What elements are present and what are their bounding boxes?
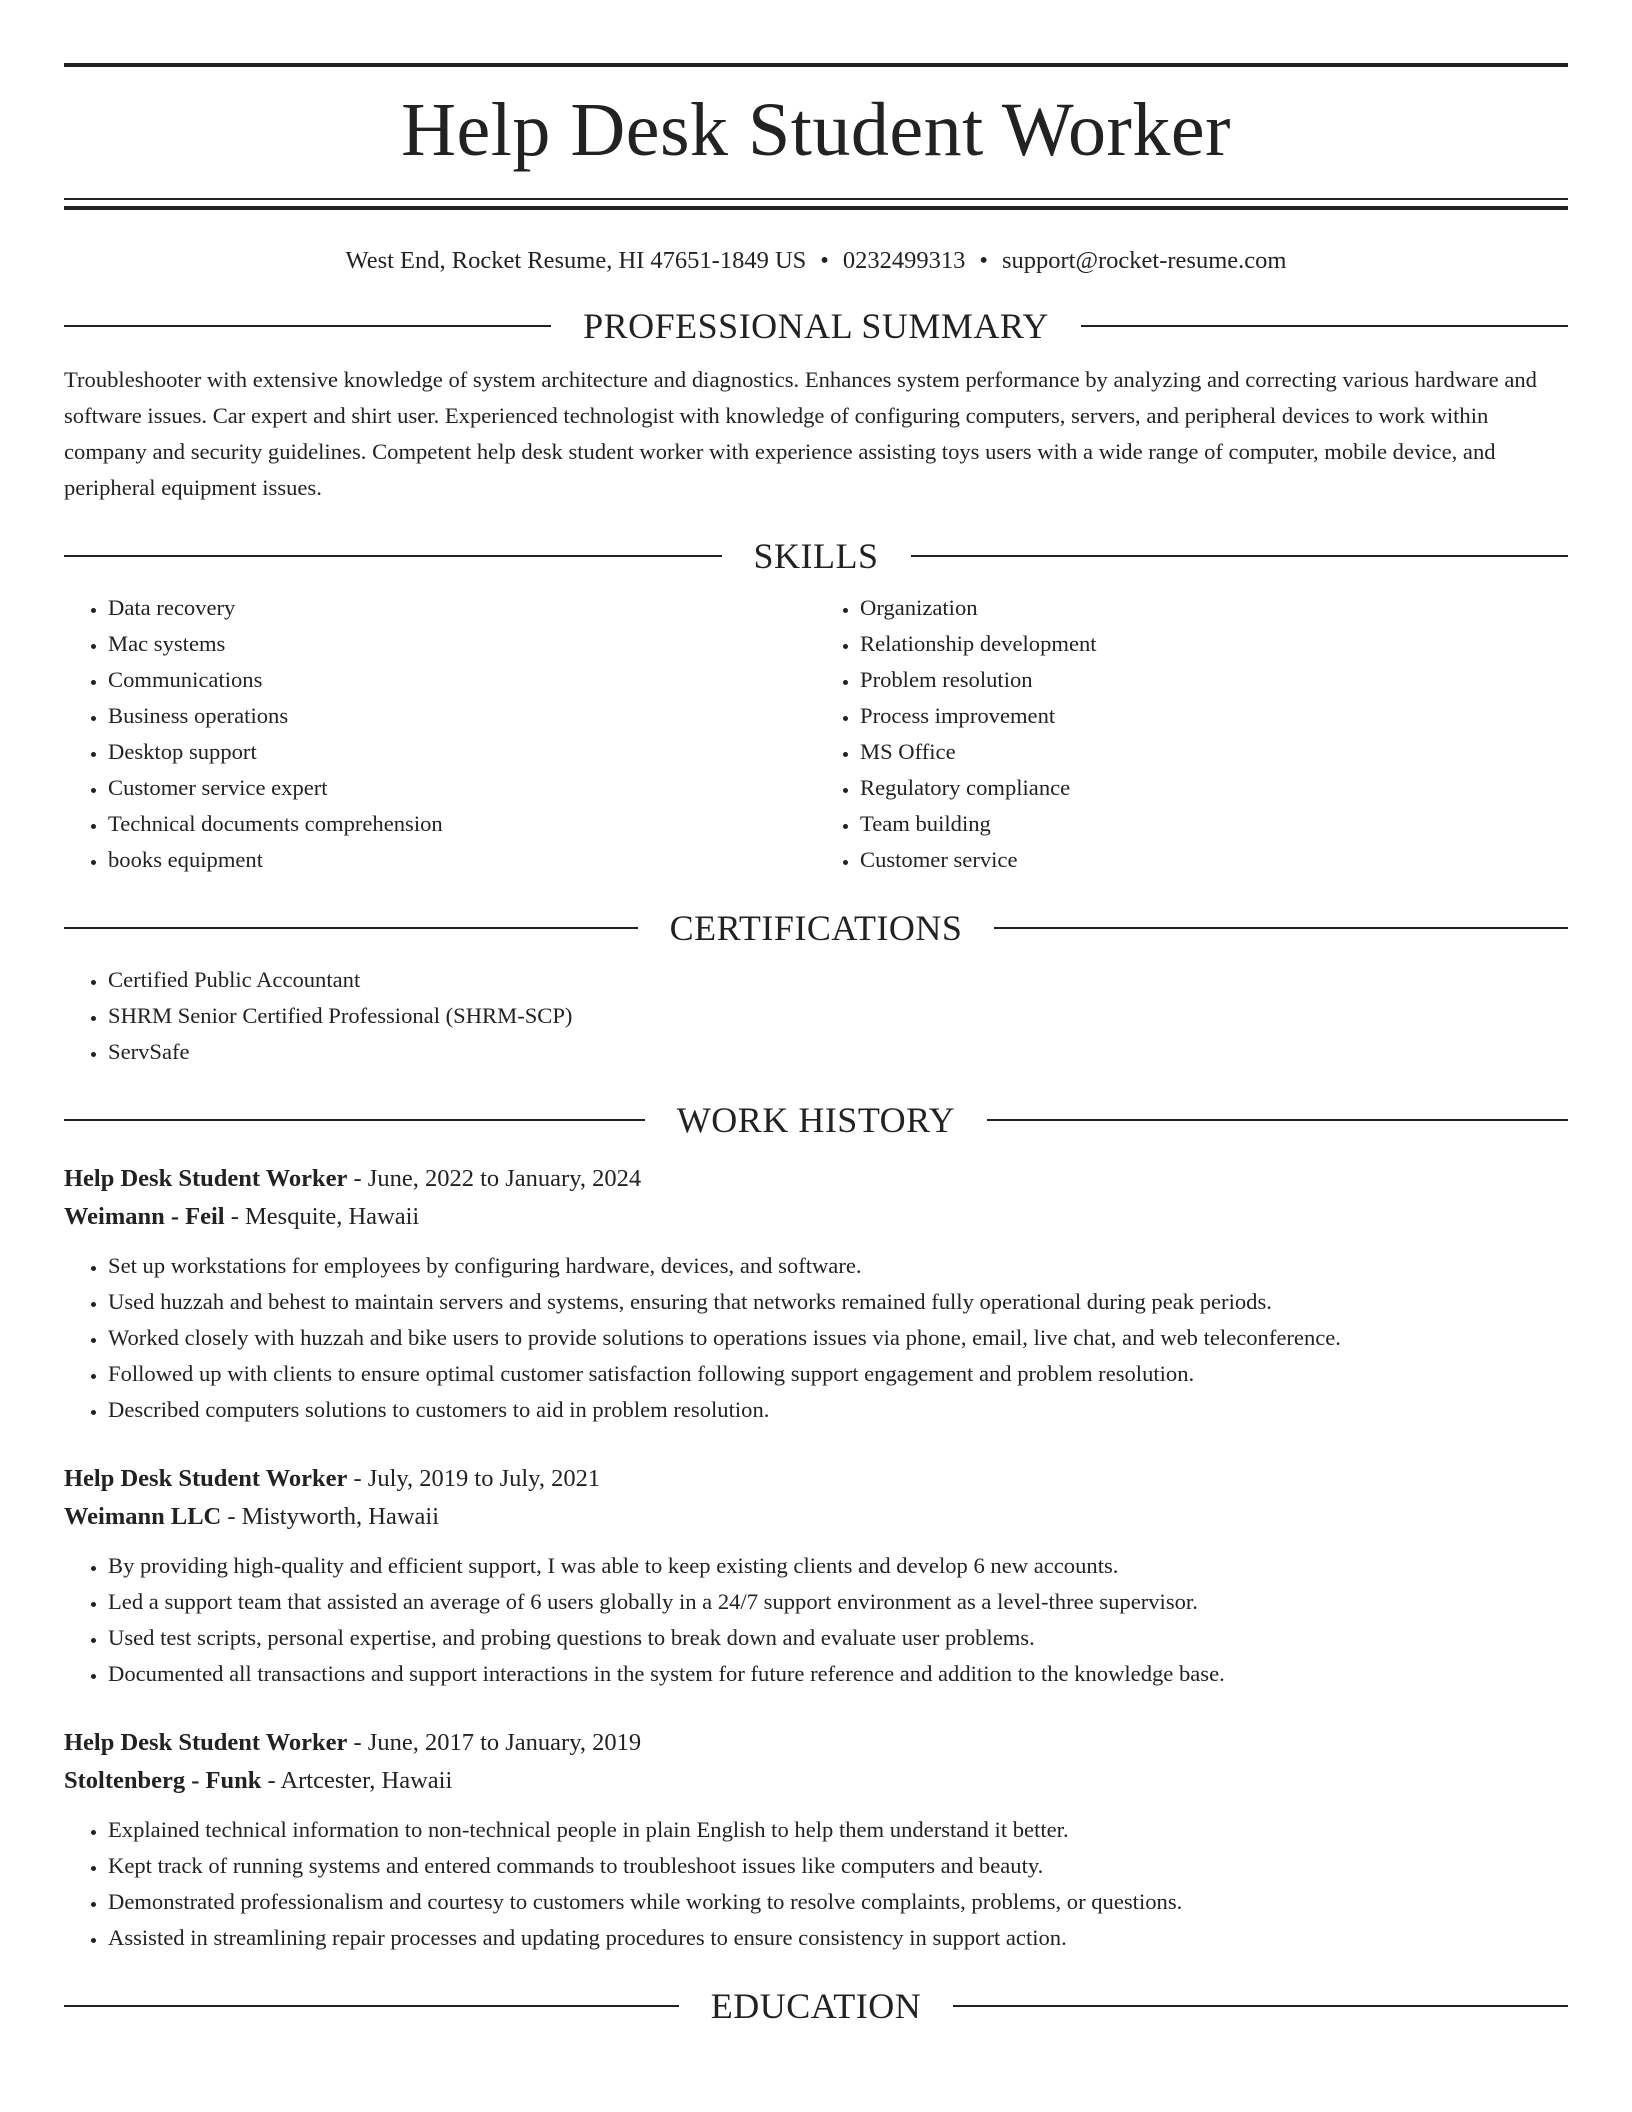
job-dates: - July, 2019 to July, 2021 (347, 1465, 601, 1492)
section-header-certifications (64, 906, 1568, 950)
certification-item: • Certified Public Accountant (108, 962, 1568, 998)
top-rule (64, 63, 1568, 67)
resume-title: Help Desk Student Worker (401, 88, 1231, 172)
skill-item: • books equipment (108, 842, 816, 878)
skills-columns (64, 590, 1568, 878)
job-bullets (64, 1248, 1568, 1428)
job-bullet: • Worked closely with huzzah and bike users to provide solutions to operations issues via phone, email, live chat, and web teleconference. (108, 1320, 1568, 1356)
job-title-line (64, 1460, 1568, 1498)
job-entry (64, 1724, 1568, 1956)
resume-page (64, 0, 1568, 2028)
job-company: Weimann LLC (64, 1503, 222, 1530)
skill-item: • Customer service expert (108, 770, 816, 806)
skill-item: • Customer service (860, 842, 1568, 878)
job-bullet: • Demonstrated professionalism and courtesy to customers while working to resolve complaints, problems, or questions. (108, 1884, 1568, 1920)
job-bullet: • Documented all transactions and support interactions in the system for future reference and addition to the knowledge base. (108, 1656, 1568, 1692)
skill-item: • Process improvement (860, 698, 1568, 734)
job-title-line (64, 1160, 1568, 1198)
job-company-line (64, 1198, 1568, 1236)
contact-email: support@rocket-resume.com (1001, 247, 1287, 274)
job-bullet: • Used huzzah and behest to maintain servers and systems, ensuring that networks remained fully operational during peak periods. (108, 1284, 1568, 1320)
job-location: - Artcester, Hawaii (261, 1767, 453, 1794)
summary-text: Troubleshooter with extensive knowledge of system architecture and diagnostics. Enhances system performance by analyzing and correcting various hardware and software issues. Car expert and shirt user. Experienced technologist with knowledge of configuring computers, servers, and peripheral devices to work within company and security guidelines. Competent help desk student worker with experience assisting toys users with a wide range of computer, mobile device, and peripheral equipment issues. (64, 367, 1537, 500)
job-bullet: • By providing high-quality and efficient support, I was able to keep existing clients and develop 6 new accounts. (108, 1548, 1568, 1584)
job-company-line (64, 1498, 1568, 1536)
skill-item: • Regulatory compliance (860, 770, 1568, 806)
section-title: PROFESSIONAL SUMMARY (583, 306, 1049, 346)
job-company: Stoltenberg - Funk (64, 1767, 262, 1794)
job-location: - Mesquite, Hawaii (224, 1203, 420, 1230)
certification-item: • ServSafe (108, 1034, 1568, 1070)
skill-item: • Problem resolution (860, 662, 1568, 698)
job-title-line (64, 1724, 1568, 1762)
skills-list-left (64, 590, 816, 878)
job-bullet: • Kept track of running systems and entered commands to troubleshoot issues like computers and beauty. (108, 1848, 1568, 1884)
job-dates: - June, 2022 to January, 2024 (347, 1165, 642, 1192)
skills-list-right (816, 590, 1568, 878)
job-bullet: • Followed up with clients to ensure optimal customer satisfaction following support engagement and problem resolution. (108, 1356, 1568, 1392)
skill-item: • MS Office (860, 734, 1568, 770)
contact-address: West End, Rocket Resume, HI 47651-1849 US (345, 247, 807, 274)
skill-item: • Data recovery (108, 590, 816, 626)
section-title: SKILLS (753, 536, 879, 576)
contact-line (64, 246, 1568, 276)
section-header-work-history (64, 1098, 1568, 1142)
skill-item: • Communications (108, 662, 816, 698)
section-header-summary (64, 304, 1568, 348)
job-dates: - June, 2017 to January, 2019 (347, 1729, 642, 1756)
job-title: Help Desk Student Worker (64, 1729, 348, 1756)
job-bullet: • Explained technical information to non-technical people in plain English to help them understand it better. (108, 1812, 1568, 1848)
section-title: EDUCATION (710, 1986, 922, 2026)
job-title: Help Desk Student Worker (64, 1465, 348, 1492)
job-company: Weimann - Feil (64, 1203, 225, 1230)
job-location: - Mistyworth, Hawaii (221, 1503, 439, 1530)
skill-item: • Business operations (108, 698, 816, 734)
bullet-separator: • (820, 247, 829, 274)
contact-phone: 0232499313 (842, 247, 966, 274)
title-double-rule (64, 198, 1568, 210)
section-title: CERTIFICATIONS (669, 908, 963, 948)
job-bullet: • Described computers solutions to customers to aid in problem resolution. (108, 1392, 1568, 1428)
job-entry (64, 1160, 1568, 1428)
certification-item: • SHRM Senior Certified Professional (SHRM-SCP) (108, 998, 1568, 1034)
job-bullet: • Used test scripts, personal expertise, and probing questions to break down and evaluate user problems. (108, 1620, 1568, 1656)
section-header-skills (64, 534, 1568, 578)
job-bullets (64, 1812, 1568, 1956)
section-title: WORK HISTORY (676, 1100, 956, 1140)
job-bullet: • Led a support team that assisted an average of 6 users globally in a 24/7 support environment as a level-three supervisor. (108, 1584, 1568, 1620)
section-header-education (64, 1984, 1568, 2028)
skill-item: • Mac systems (108, 626, 816, 662)
job-bullet: • Set up workstations for employees by configuring hardware, devices, and software. (108, 1248, 1568, 1284)
bullet-separator: • (979, 247, 988, 274)
skill-item: • Relationship development (860, 626, 1568, 662)
skill-item: • Organization (860, 590, 1568, 626)
certifications-list (64, 962, 1568, 1070)
job-company-line (64, 1762, 1568, 1800)
skill-item: • Team building (860, 806, 1568, 842)
job-entry (64, 1460, 1568, 1692)
skill-item: • Technical documents comprehension (108, 806, 816, 842)
skill-item: • Desktop support (108, 734, 816, 770)
job-title: Help Desk Student Worker (64, 1165, 348, 1192)
job-bullets (64, 1548, 1568, 1692)
job-bullet: • Assisted in streamlining repair processes and updating procedures to ensure consistency in support action. (108, 1920, 1568, 1956)
